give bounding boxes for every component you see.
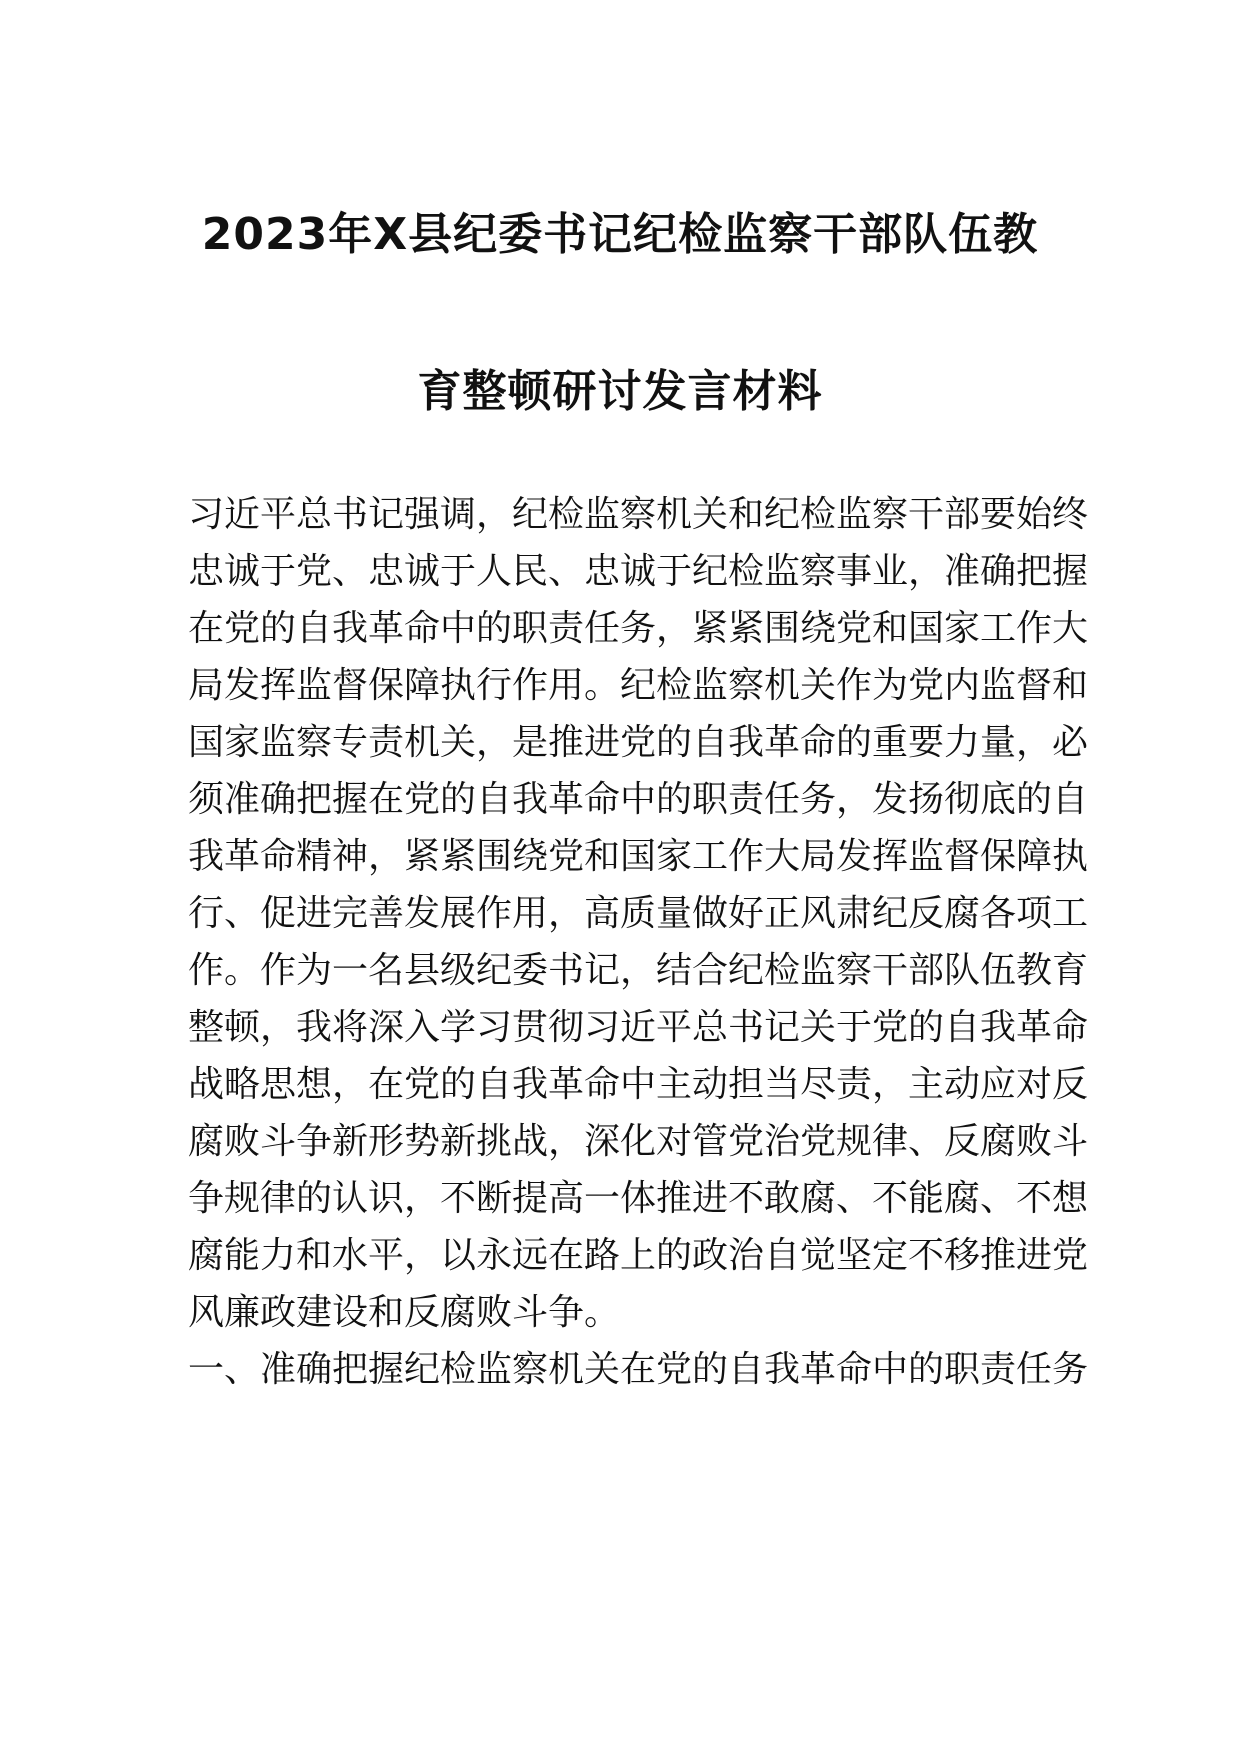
body-line-12: 腐败斗争新形势新挑战，深化对管党治党规律、反腐败斗	[188, 1121, 1089, 1162]
body-line-14: 腐能力和水平，以永远在路上的政治自觉坚定不移推进党	[188, 1235, 1089, 1276]
body-line-13: 争规律的认识，不断提高一体推进不敢腐、不能腐、不想	[188, 1178, 1089, 1219]
body-line-1: 习近平总书记强调，纪检监察机关和纪检监察干部要始终	[188, 494, 1089, 535]
body-line-15: 风廉政建设和反腐败斗争。	[188, 1292, 621, 1333]
section-heading: 一、准确把握纪检监察机关在党的自我革命中的职责任务	[188, 1349, 1089, 1390]
body-line-8: 行、促进完善发展作用，高质量做好正风肃纪反腐各项工	[188, 893, 1089, 934]
document-title-line-2: 育整顿研讨发言材料	[417, 366, 823, 417]
body-line-9: 作。作为一名县级纪委书记，结合纪检监察干部队伍教育	[188, 950, 1089, 991]
body-line-10: 整顿，我将深入学习贯彻习近平总书记关于党的自我革命	[188, 1007, 1089, 1048]
body-line-5: 国家监察专责机关，是推进党的自我革命的重要力量，必	[188, 722, 1089, 763]
body-line-4: 局发挥监督保障执行作用。纪检监察机关作为党内监督和	[188, 665, 1089, 706]
body-line-6: 须准确把握在党的自我革命中的职责任务，发扬彻底的自	[188, 779, 1089, 820]
body-line-3: 在党的自我革命中的职责任务，紧紧围绕党和国家工作大	[188, 608, 1089, 649]
document-title-line-1: 2023年X县纪委书记纪检监察干部队伍教	[201, 209, 1039, 260]
body-line-2: 忠诚于党、忠诚于人民、忠诚于纪检监察事业，准确把握	[188, 551, 1089, 592]
body-line-11: 战略思想，在党的自我革命中主动担当尽责，主动应对反	[188, 1064, 1089, 1105]
body-line-7: 我革命精神，紧紧围绕党和国家工作大局发挥监督保障执	[188, 836, 1089, 877]
